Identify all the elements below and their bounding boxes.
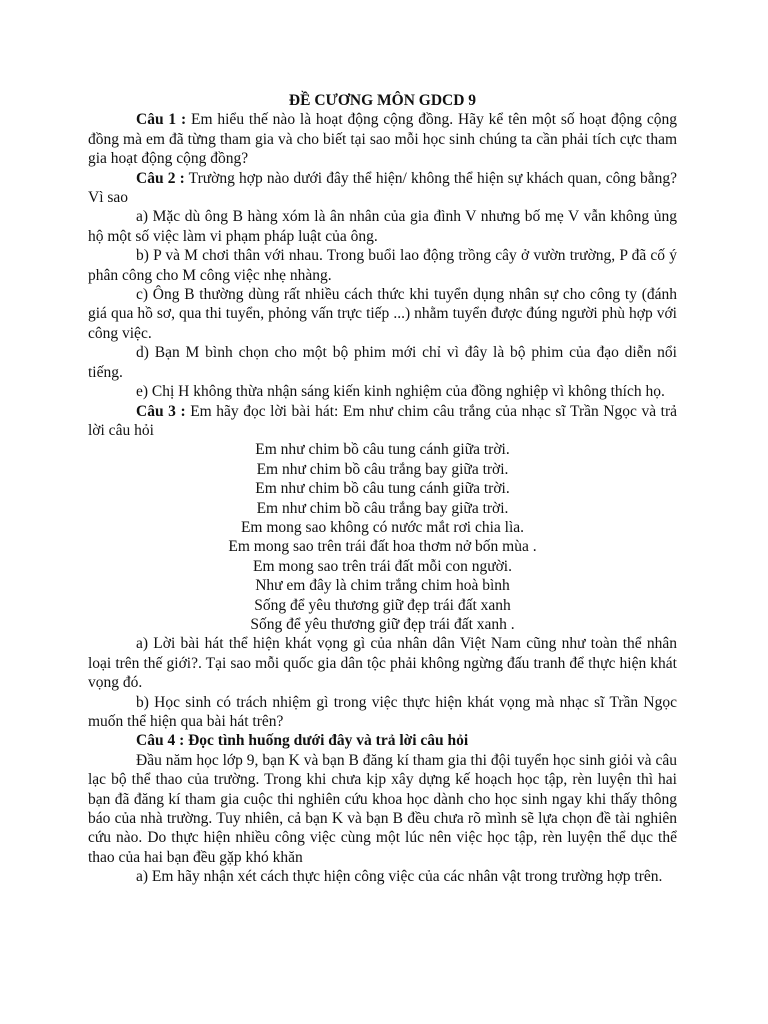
question-1-text: Em hiểu thế nào là hoạt động cộng đồng. Hãy kể tên một số hoạt động cộng đồng mà em đã từng tham gia và cho biết tại sao mỗi học sinh chúng ta cần phải tích cực tham gia hoạt động cộng đồng?	[88, 111, 677, 168]
lyric-line: Sống để yêu thương giữ đẹp trái đất xanh	[254, 596, 511, 614]
document-title: ĐỀ CƯƠNG MÔN GDCD 9	[288, 92, 477, 109]
lyric-line: Em mong sao trên trái đất hoa thơm nở bốn mùa .	[228, 538, 537, 556]
question-2-option-b: b) P và M chơi thân với nhau. Trong buổi lao động trồng cây ở vườn trường, P đã cố ý phân công cho M công việc nhẹ nhàng.	[88, 247, 677, 284]
document-body	[88, 91, 677, 887]
question-2-option-c: c) Ông B thường dùng rất nhiều cách thức khi tuyển dụng nhân sự cho công ty (đánh giá qua hồ sơ, qua thi tuyển, phỏng vấn trực tiếp ...) nhằm tuyển được đúng người phù hợp với công việc.	[88, 286, 677, 342]
question-2	[88, 169, 677, 208]
question-4-part-a: a) Em hãy nhận xét cách thực hiện công việc của các nhân vật trong trường hợp trên.	[136, 868, 663, 886]
song-lyrics	[88, 440, 677, 634]
lyric-line: Em như chim bồ câu trắng bay giữa trời.	[256, 460, 509, 478]
question-1-label: Câu 1 :	[136, 111, 187, 129]
question-2-label: Câu 2 :	[136, 169, 185, 187]
lyric-line: Sống để yêu thương giữ đẹp trái đất xanh .	[250, 615, 515, 633]
question-3	[88, 402, 677, 441]
lyric-line: Em mong sao không có nước mắt rơi chia lìa.	[240, 518, 525, 536]
lyric-line: Như em đây là chim trắng chim hoà bình	[255, 577, 510, 595]
question-4-story: Đầu năm học lớp 9, bạn K và bạn B đăng kí tham gia thi đội tuyển học sinh giỏi và câu lạc bộ thể thao của trường. Trong khi chưa kịp xây dựng kế hoạch học tập, rèn luyện thì hai bạn đã đăng kí tham gia cuộc thi nghiên cứu khoa học dành cho học sinh ngay khi thấy thông báo của nhà trường. Tuy nhiên, cả bạn K và bạn B đều chưa rõ mình sẽ lựa chọn đề tài nghiên cứu nào. Do thực hiện nhiều công việc cùng một lúc nên việc học tập, rèn luyện thể dục thể thao của hai bạn đều gặp khó khăn	[88, 751, 677, 866]
question-2-text: Trường hợp nào dưới đây thể hiện/ không thể hiện sự khách quan, công bằng? Vì sao	[88, 169, 677, 207]
lyric-line: Em mong sao trên trái đất mỗi con người.	[253, 557, 512, 575]
lyric-line: Em như chim bồ câu tung cánh giữa trời.	[255, 441, 510, 459]
lyric-line: Em như chim bồ câu tung cánh giữa trời.	[255, 480, 510, 498]
question-3-part-b: b) Học sinh có trách nhiệm gì trong việc thực hiện khát vọng mà nhạc sĩ Trần Ngọc muốn thể hiện qua bài hát trên?	[88, 693, 677, 730]
question-4-heading: Câu 4 : Đọc tình huống dưới đây và trả lời câu hỏi	[136, 732, 469, 750]
question-3-label: Câu 3 :	[136, 402, 186, 420]
question-2-option-d: d) Bạn M bình chọn cho một bộ phim mới chỉ vì đây là bộ phim của đạo diễn nổi tiếng.	[88, 344, 677, 381]
question-3-text: Em hãy đọc lời bài hát: Em như chim câu trắng của nhạc sĩ Trần Ngọc và trả lời câu hỏi	[88, 402, 678, 439]
lyric-line: Em như chim bồ câu trắng bay giữa trời.	[256, 499, 509, 517]
question-3-part-a: a) Lời bài hát thể hiện khát vọng gì của nhân dân Việt Nam cũng như toàn thể nhân loại trên thế giới?. Tại sao mỗi quốc gia dân tộc phải không ngừng đấu tranh để thực hiện khát vọng đó.	[88, 635, 677, 692]
question-1	[88, 110, 677, 168]
question-2-option-a: a) Mặc dù ông B hàng xóm là ân nhân của gia đình V nhưng bố mẹ V vẫn không ủng hộ một số việc làm vi phạm pháp luật của ông.	[88, 208, 677, 245]
question-2-option-e: e) Chị H không thừa nhận sáng kiến kinh nghiệm của đồng nghiệp vì không thích họ.	[136, 383, 665, 401]
